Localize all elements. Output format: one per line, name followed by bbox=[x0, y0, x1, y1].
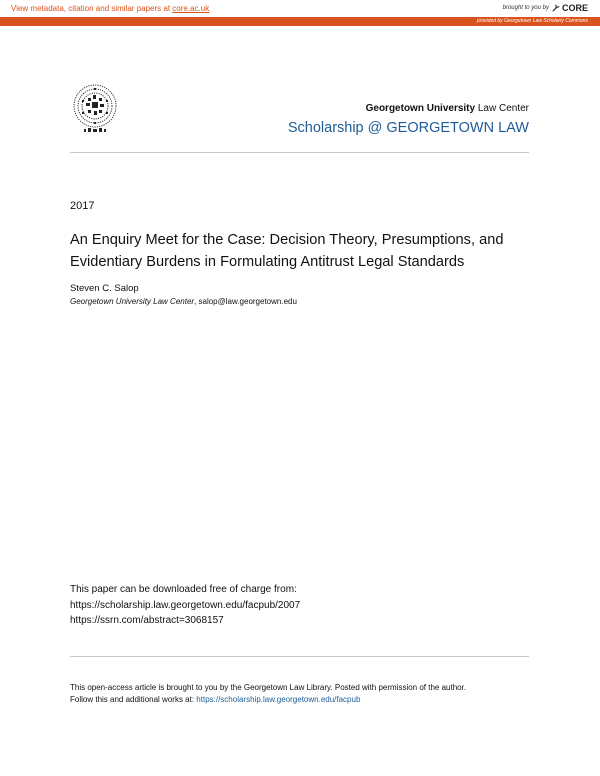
brought-to-you-label: brought to you by bbox=[502, 5, 549, 11]
brought-to-you bbox=[503, 3, 588, 13]
institution-name bbox=[366, 103, 529, 114]
author-affiliation bbox=[70, 297, 297, 306]
provided-by-text: provided by Georgetown Law Scholarly Commons bbox=[476, 18, 588, 24]
core-link-prefix: View metadata, citation and similar papers at bbox=[11, 4, 173, 13]
publication-year: 2017 bbox=[70, 200, 95, 212]
download-info bbox=[70, 582, 300, 629]
core-logo-icon bbox=[552, 4, 560, 12]
affiliation-name: Georgetown University Law Center bbox=[70, 297, 195, 306]
author-name: Steven C. Salop bbox=[70, 283, 139, 294]
download-url-2[interactable]: https://ssrn.com/abstract=3068157 bbox=[70, 615, 224, 626]
author-email: , salop@law.georgetown.edu bbox=[194, 297, 297, 306]
core-top-strip bbox=[0, 0, 600, 17]
core-logo[interactable] bbox=[552, 3, 588, 13]
footer-line-2-prefix: Follow this and additional works at: bbox=[70, 694, 197, 704]
header-divider bbox=[70, 152, 529, 153]
core-link[interactable]: core.ac.uk bbox=[172, 4, 210, 13]
core-banner bbox=[0, 0, 600, 26]
footer-divider bbox=[70, 656, 529, 657]
core-metadata-text bbox=[11, 4, 209, 13]
core-logo-text: CORE bbox=[561, 3, 588, 13]
paper-title: An Enquiry Meet for the Case: Decision Theory, Presumptions, and Evidentiary Burdens in Formulating Antitrust Legal Standards bbox=[70, 232, 504, 270]
footer-note bbox=[70, 682, 466, 705]
institution-name-rest: Law Center bbox=[475, 103, 529, 114]
institution-name-bold: Georgetown University bbox=[365, 103, 476, 114]
download-intro: This paper can be downloaded free of charge from: bbox=[70, 584, 297, 595]
provided-by-bar bbox=[0, 17, 600, 26]
download-url-1[interactable]: https://scholarship.law.georgetown.edu/facpub/2007 bbox=[70, 599, 301, 611]
footer-collection-link[interactable]: https://scholarship.law.georgetown.edu/facpub bbox=[196, 694, 361, 704]
footer-line-2 bbox=[70, 694, 466, 706]
repository-name[interactable]: Scholarship @ GEORGETOWN LAW bbox=[287, 120, 529, 136]
footer-line-1: This open-access article is brought to you by the Georgetown Law Library. Posted with permission of the author. bbox=[70, 683, 467, 692]
georgetown-seal-icon bbox=[72, 82, 118, 134]
